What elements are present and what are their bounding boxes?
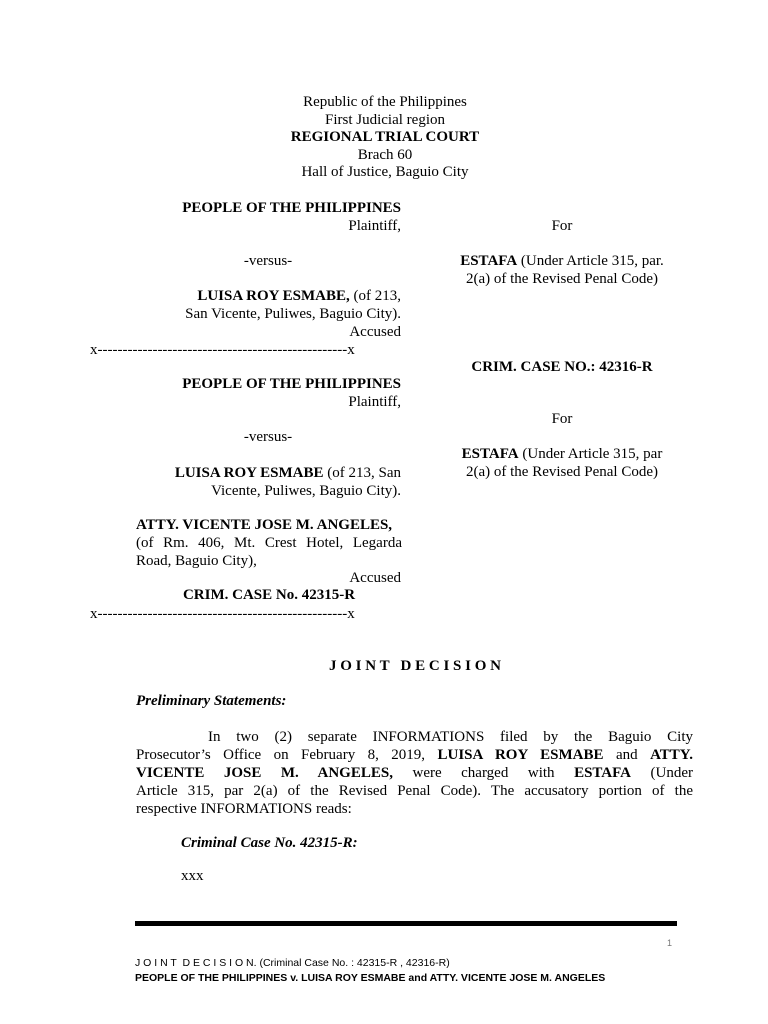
- prelim-heading: Preliminary Statements:: [136, 693, 287, 709]
- case2-accused1-name: LUISA ROY ESMABE: [174, 465, 324, 481]
- case1-crime-line2: 2(a) of the Revised Penal Code): [465, 271, 659, 287]
- paragraph-estafa: ESTAFA: [574, 765, 632, 781]
- paragraph-charged: were charged with: [412, 765, 555, 781]
- case1-accused-line1: [100, 288, 401, 306]
- paragraph-line2: [136, 747, 693, 765]
- paragraph-accused1: LUISA ROY ESMABE: [437, 747, 604, 763]
- footer-line1: J O I N T D E C I S I O N. (Criminal Case No. : 42315-R , 42316-R): [135, 957, 450, 969]
- case1-case-no: CRIM. CASE NO.: 42316-R: [471, 359, 653, 375]
- header-court: REGIONAL TRIAL COURT: [290, 129, 480, 145]
- header-branch: Brach 60: [357, 146, 413, 163]
- case2-accused2-addr2: Road, Baguio City),: [136, 553, 257, 569]
- paragraph-line5: respective INFORMATIONS reads:: [136, 801, 352, 817]
- case2-case-no: CRIM. CASE No. 42315-R: [182, 587, 356, 603]
- paragraph-line3: [136, 765, 693, 783]
- case2-accused1-addr1: (of 213, San: [323, 465, 401, 481]
- case2-accused1-addr2: Vicente, Puliwes, Baguio City).: [211, 483, 401, 499]
- case1-for-label: For: [551, 218, 573, 234]
- case1-versus: -versus-: [243, 253, 293, 269]
- paragraph-line1-wrap: [136, 729, 693, 747]
- case1-accused-addr1: (of 213,: [349, 288, 401, 304]
- sub-heading: Criminal Case No. 42315-R:: [181, 835, 358, 851]
- case1-plaintiff-role: Plaintiff,: [348, 218, 401, 234]
- case2-plaintiff-role: Plaintiff,: [348, 394, 401, 410]
- case1-separator: x--------------------------------------------------x: [90, 342, 355, 358]
- paragraph-and: and: [615, 747, 638, 763]
- case2-accused-role: Accused: [349, 570, 401, 586]
- xxx-text: xxx: [181, 868, 204, 884]
- paragraph-accused2: VICENTE JOSE M. ANGELES,: [136, 765, 393, 781]
- case2-crime-line1: [420, 446, 704, 464]
- case2-accused1-line1: [100, 465, 401, 483]
- footer-rule: [135, 921, 677, 926]
- case1-crime-line1: [420, 253, 704, 271]
- case2-accused2-addr1: (of Rm. 406, Mt. Crest Hotel, Legarda: [136, 535, 402, 551]
- paragraph-line1: In two (2) separate INFORMATIONS filed by the Baguio City: [208, 729, 693, 745]
- case2-crime-bold: ESTAFA: [461, 446, 519, 462]
- case2-accused2-name: ATTY. VICENTE JOSE M. ANGELES,: [136, 517, 393, 533]
- paragraph-atty: ATTY.: [650, 747, 693, 763]
- header-hall: Hall of Justice, Baguio City: [301, 164, 469, 180]
- case1-plaintiff: PEOPLE OF THE PHILIPPINES: [182, 200, 401, 216]
- case2-versus: -versus-: [243, 429, 293, 445]
- case2-separator: x--------------------------------------------------x: [90, 606, 355, 622]
- case2-for-label: For: [551, 411, 573, 427]
- paragraph-line2-text: Prosecutor’s Office on February 8, 2019,: [136, 747, 426, 763]
- paragraph-under: (Under: [650, 765, 694, 781]
- case2-plaintiff: PEOPLE OF THE PHILIPPINES: [182, 376, 401, 392]
- header-republic: Republic of the Philippines: [303, 94, 467, 110]
- case1-accused-name: LUISA ROY ESMABE,: [197, 288, 350, 304]
- page-number: 1: [666, 938, 672, 948]
- footer-line2: PEOPLE OF THE PHILIPPINES v. LUISA ROY ESMABE and ATTY. VICENTE JOSE M. ANGELES: [135, 972, 606, 984]
- case1-accused-addr2: San Vicente, Puliwes, Baguio City).: [185, 306, 401, 322]
- decision-title: J O I N T D E C I S I O N: [329, 658, 501, 674]
- case2-crime-line2: 2(a) of the Revised Penal Code): [465, 464, 659, 480]
- case1-crime-bold: ESTAFA: [460, 253, 518, 269]
- case2-crime-rest1: (Under Article 315, par: [518, 446, 663, 462]
- header-judicial-region: First Judicial region: [325, 111, 445, 128]
- case1-accused-role: Accused: [349, 324, 401, 340]
- paragraph-line4: Article 315, par 2(a) of the Revised Penal Code). The accusatory portion of the: [136, 783, 693, 799]
- case1-crime-rest1: (Under Article 315, par.: [517, 253, 664, 269]
